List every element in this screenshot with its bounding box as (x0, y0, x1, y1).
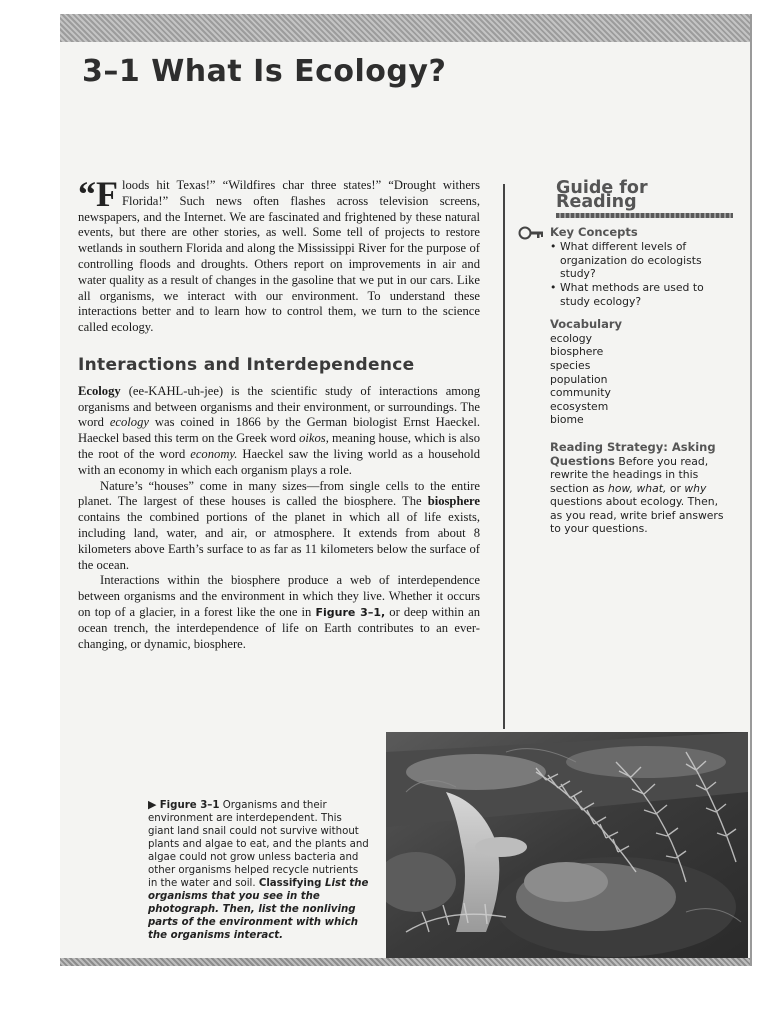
oikos-word: oikos, (299, 431, 329, 446)
main-text-column (78, 174, 480, 652)
vocabulary-item: biosphere (550, 345, 604, 359)
intro-text: loods hit Texas!” “Wildfires char three states!” “Drought withers Florida!” Such news often flashes across television screens, newspapers, and the Internet. We are fascinated and frightened by these natural events, but there are other stories, as well. Some tell of projects to restore wetlands in southern Florida and along the Mississippi River for the purpose of controlling floods and droughts. Others report on improvements in air and water quality as a result of changes in the gasoline that we put in our cars. Like all organisms, we interact with our environment. To understand these interactions better and to learn how to control them, we turn to the science called ecology. (78, 178, 480, 335)
caption-arrow-icon: ▶ (148, 798, 157, 811)
drop-cap: “F (78, 174, 118, 214)
key-concepts-heading: Key Concepts (550, 225, 638, 240)
strategy-why: why (684, 481, 707, 495)
figure-photo (386, 732, 748, 958)
vocabulary-item: biome (550, 413, 584, 427)
interdependence-text-a: Interactions within the biosphere produce a web of interdependence between organisms and the environment in which they live. Whether it occurs on top of a glacier, in a forest like the one in (78, 573, 480, 619)
figure-caption (148, 798, 370, 942)
strategy-text-b: or (666, 481, 685, 495)
vocabulary-item: species (550, 358, 591, 372)
key-icon (518, 226, 544, 240)
guide-title-rule (556, 213, 733, 218)
biosphere-paragraph (78, 479, 480, 574)
ecology-text-b: was coined in 1866 by the German biologist Ernst Haeckel. Haeckel based this term on the Greek word (78, 415, 480, 446)
strategy-text-a: Before you read, rewrite the headings in this section as (550, 454, 709, 495)
ecology-word: ecology (109, 415, 149, 430)
ecology-paragraph (78, 384, 480, 479)
sidebar-divider (503, 184, 505, 729)
ecology-text-d: Haeckel saw the living world as a household with an economy in which each organism plays a role. (78, 446, 480, 477)
strategy-text-c: questions about ecology. Then, as you read, write brief answers to your questions. (550, 495, 724, 536)
textbook-page (60, 14, 752, 966)
figure-label: Figure 3–1 (159, 800, 220, 811)
biosphere-term: biosphere (427, 494, 480, 509)
reading-strategy (550, 441, 733, 536)
section-title: 3–1 What Is Ecology? (82, 54, 447, 89)
key-concept-item: • What different levels of organization do ecologists study? (550, 240, 733, 281)
figure-skill: Classifying (258, 878, 322, 889)
interactions-heading: Interactions and Interdependence (78, 354, 415, 375)
interdependence-text-b: or deep within an ocean trench, the interdependence of life on Earth contributes to an ever-changing, or dynamic, biosphere. (78, 604, 480, 651)
ecology-text-c: meaning house, which is also the root of the word (78, 431, 480, 461)
interdependence-paragraph (78, 573, 480, 652)
vocabulary-heading: Vocabulary (550, 317, 623, 332)
ecology-term: Ecology (78, 383, 121, 398)
biosphere-text-a: Nature’s “houses” come in many sizes—from single cells to the entire planet. The largest of these houses is called the biosphere. The (78, 478, 480, 509)
strategy-how: how, what, (608, 481, 667, 495)
reading-strategy-heading: Reading Strategy: Asking Questions (550, 439, 716, 468)
guide-title: Guide for Reading (556, 178, 648, 212)
vocabulary-item: ecosystem (550, 399, 609, 413)
vocabulary-item: ecology (550, 331, 593, 345)
key-concept-item: • What methods are used to study ecology? (550, 281, 733, 308)
figure-text: Organisms and their environment are interdependent. This giant land snail could not survive without plants and algae to eat, and the plants and algae could not grow unless bacteria and other organisms helped recycle nutrients in the water and soil. (148, 800, 369, 889)
vocabulary-item: community (550, 386, 611, 400)
key-concepts-list (550, 240, 733, 308)
vocabulary-item: population (550, 372, 608, 386)
economy-word: economy. (190, 446, 238, 461)
figure-reference: Figure 3–1, (315, 605, 386, 619)
intro-paragraph (78, 174, 480, 336)
vocabulary-list (550, 332, 733, 427)
ecology-text-a: (ee-KAHL-uh-jee) is the scientific study of interactions among organisms and between organisms and their environment, or surroundings. The word (78, 383, 480, 430)
key-concepts-header (518, 226, 733, 240)
figure-question: List the organisms that you see in the photograph. Then, list the nonliving parts of the environment with which the organisms interact. (148, 878, 369, 941)
bottom-band (60, 958, 750, 966)
top-header-band (60, 14, 750, 42)
biosphere-text-b: contains the combined portions of the planet in which all of life exists, including land, water, and air, or atmosphere. It extends from about 8 kilometers above Earth’s surface to as far as 11 kilometers below the surface of the ocean. (78, 510, 480, 572)
guide-for-reading-sidebar (518, 178, 733, 536)
